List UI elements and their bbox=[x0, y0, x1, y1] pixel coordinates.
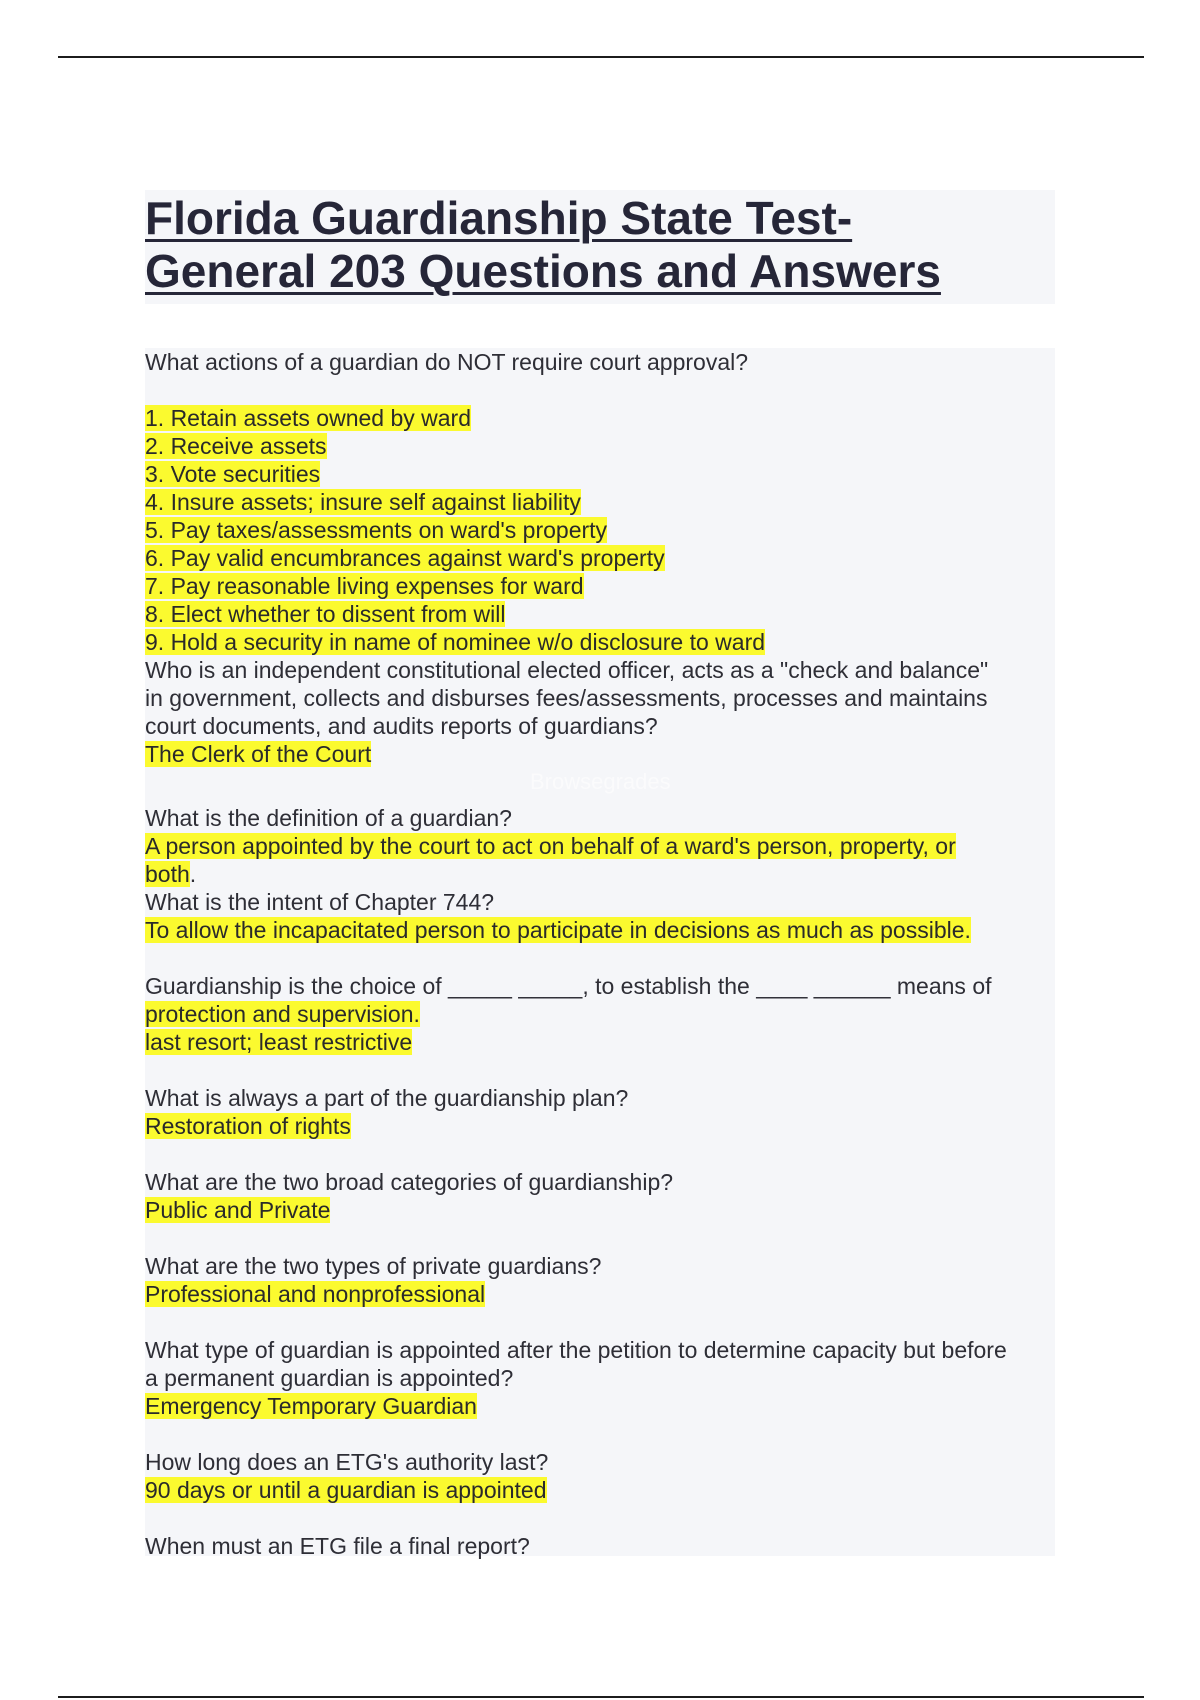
document-title bbox=[145, 190, 1055, 298]
answer-1-item: 7. Pay reasonable living expenses for ward bbox=[145, 573, 584, 599]
answer-1-item: 1. Retain assets owned by ward bbox=[145, 405, 472, 431]
question-7: What are the two broad categories of guardianship? bbox=[145, 1169, 674, 1195]
question-2-line: Who is an independent constitutional elected officer, acts as a "check and balance" bbox=[145, 657, 989, 683]
question-9-line-2: a permanent guardian is appointed? bbox=[145, 1365, 514, 1391]
answer-8: Professional and nonprofessional bbox=[145, 1281, 486, 1307]
answer-10: 90 days or until a guardian is appointed bbox=[145, 1477, 547, 1503]
question-9-line-1: What type of guardian is appointed after the petition to determine capacity but before bbox=[145, 1337, 1007, 1363]
question-5: Guardianship is the choice of _____ _____, to establish the ____ ______ means of bbox=[145, 973, 992, 999]
answer-1-item: 8. Elect whether to dissent from will bbox=[145, 601, 506, 627]
top-rule bbox=[58, 56, 1144, 58]
question-2-line: in government, collects and disburses fees/assessments, processes and maintains bbox=[145, 685, 988, 711]
answer-1-item: 4. Insure assets; insure self against liability bbox=[145, 489, 581, 515]
question-11: When must an ETG file a final report? bbox=[145, 1533, 530, 1559]
answer-1-item: 2. Receive assets bbox=[145, 433, 327, 459]
question-6: What is always a part of the guardianship plan? bbox=[145, 1085, 629, 1111]
answer-1-item: 3. Vote securities bbox=[145, 461, 321, 487]
title-line-2: General 203 Questions and Answers bbox=[145, 245, 941, 297]
answer-2: The Clerk of the Court bbox=[145, 741, 372, 767]
answer-6: Restoration of rights bbox=[145, 1113, 351, 1139]
answer-3-line-1: A person appointed by the court to act on behalf of a ward's person, property, or bbox=[145, 833, 956, 859]
question-10: How long does an ETG's authority last? bbox=[145, 1449, 549, 1475]
answer-5: last resort; least restrictive bbox=[145, 1029, 413, 1055]
bottom-rule bbox=[58, 1696, 1144, 1698]
question-8: What are the two types of private guardians? bbox=[145, 1253, 602, 1279]
question-3: What is the definition of a guardian? bbox=[145, 805, 512, 831]
title-block bbox=[145, 190, 1055, 304]
question-5-cont: protection and supervision. bbox=[145, 1001, 420, 1027]
answer-3-line-2: both. bbox=[145, 861, 197, 887]
question-1: What actions of a guardian do NOT require court approval? bbox=[145, 349, 749, 375]
answer-1-item: 6. Pay valid encumbrances against ward's property bbox=[145, 545, 665, 571]
answer-9: Emergency Temporary Guardian bbox=[145, 1393, 477, 1419]
answer-1-item: 9. Hold a security in name of nominee w/o disclosure to ward bbox=[145, 629, 766, 655]
watermark: Browsegrades bbox=[530, 769, 671, 794]
answer-7: Public and Private bbox=[145, 1197, 331, 1223]
qa-content bbox=[145, 348, 1055, 1559]
answer-4: To allow the incapacitated person to participate in decisions as much as possible. bbox=[145, 917, 971, 943]
question-4: What is the intent of Chapter 744? bbox=[145, 889, 495, 915]
title-line-1: Florida Guardianship State Test- bbox=[145, 192, 853, 244]
answer-1-item: 5. Pay taxes/assessments on ward's property bbox=[145, 517, 608, 543]
question-2-line: court documents, and audits reports of guardians? bbox=[145, 713, 658, 739]
